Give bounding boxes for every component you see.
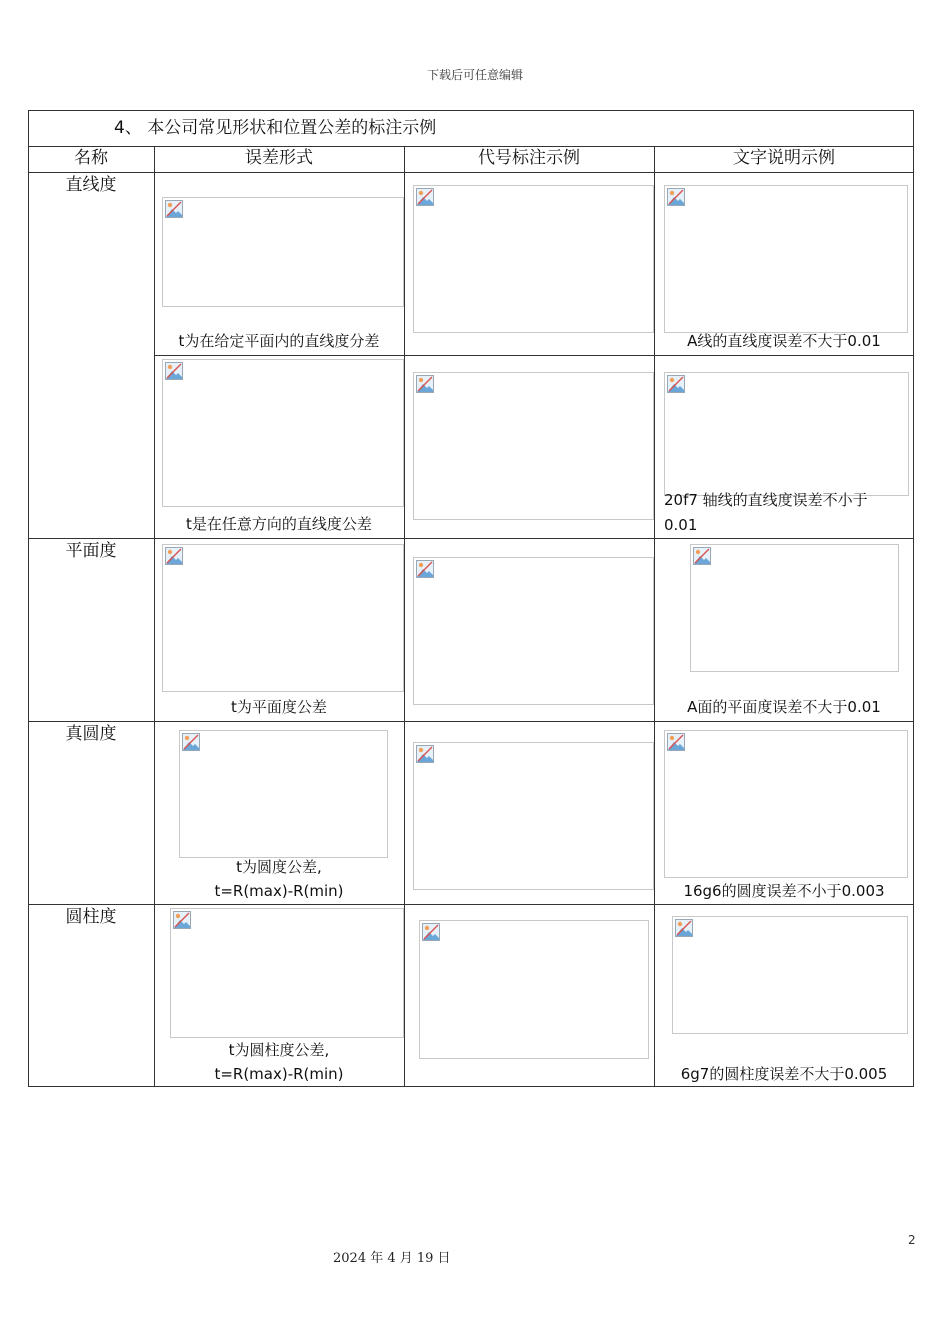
rule-title [28, 146, 914, 147]
image-placeholder [413, 185, 654, 333]
caption-roundness-line-1: t为圆度公差, [236, 858, 322, 876]
text-roundness: 16g6的圆度误差不小于0.003 [683, 882, 885, 900]
row-name-roundness: 真圆度 [65, 724, 117, 744]
broken-image-icon [182, 733, 200, 751]
broken-image-icon [416, 188, 434, 206]
broken-image-icon [173, 911, 191, 929]
broken-image-icon [422, 923, 440, 941]
text-flatness: A面的平面度误差不大于0.01 [687, 698, 881, 716]
image-placeholder [664, 185, 908, 333]
caption-roundness-line-2: t=R(max)-R(min) [214, 882, 344, 900]
broken-image-icon [165, 362, 183, 380]
image-placeholder [413, 557, 654, 705]
row-name-straightness: 直线度 [65, 175, 117, 195]
footer-date: 2024 年 4 月 19 日 [333, 1251, 451, 1266]
header-text-example: 文字说明示例 [733, 148, 835, 168]
image-placeholder [413, 742, 654, 890]
row-name-cylindricity: 圆柱度 [65, 907, 117, 927]
broken-image-icon [416, 375, 434, 393]
rule-straightness-split [154, 355, 914, 356]
caption-cylindricity-line-2: t=R(max)-R(min) [214, 1065, 344, 1083]
col-rule-3 [654, 146, 655, 1087]
broken-image-icon [416, 560, 434, 578]
broken-image-icon [675, 919, 693, 937]
image-placeholder [162, 544, 404, 692]
col-rule-2 [404, 146, 405, 1087]
text-straightness-any-line-1: 20f7 轴线的直线度误差不小于 [664, 491, 868, 509]
broken-image-icon [667, 733, 685, 751]
rule-header [28, 172, 914, 173]
image-placeholder [413, 372, 654, 520]
caption-cylindricity-line-1: t为圆柱度公差, [228, 1041, 330, 1059]
caption-straightness-any: t是在任意方向的直线度公差 [186, 515, 372, 533]
rule-row-cylindricity [28, 904, 914, 905]
text-cylindricity: 6g7的圆柱度误差不大于0.005 [680, 1065, 888, 1083]
rule-row-roundness [28, 721, 914, 722]
image-placeholder [179, 730, 388, 858]
image-placeholder [170, 908, 404, 1038]
image-placeholder [162, 197, 404, 307]
text-straightness-any-line-2: 0.01 [664, 516, 698, 534]
row-name-flatness: 平面度 [65, 541, 117, 561]
broken-image-icon [165, 200, 183, 218]
broken-image-icon [667, 375, 685, 393]
header-name: 名称 [74, 148, 108, 168]
rule-row-flatness [28, 538, 914, 539]
header-note: 下载后可任意编辑 [426, 68, 523, 82]
image-placeholder [690, 544, 899, 672]
broken-image-icon [693, 547, 711, 565]
header-error-form: 误差形式 [245, 148, 313, 168]
image-placeholder [419, 920, 649, 1059]
broken-image-icon [165, 547, 183, 565]
image-placeholder [672, 916, 908, 1034]
image-placeholder [664, 730, 908, 878]
page-number: 2 [908, 1233, 916, 1247]
image-placeholder [162, 359, 404, 507]
image-placeholder [664, 372, 909, 496]
table-title: 4、 本公司常见形状和位置公差的标注示例 [114, 118, 437, 138]
broken-image-icon [667, 188, 685, 206]
caption-straightness-plane: t为在给定平面内的直线度分差 [178, 332, 380, 350]
text-straightness-plane: A线的直线度误差不大于0.01 [687, 332, 881, 350]
header-code-example: 代号标注示例 [478, 148, 580, 168]
caption-flatness: t为平面度公差 [231, 698, 327, 716]
col-rule-1 [154, 146, 155, 1087]
broken-image-icon [416, 745, 434, 763]
